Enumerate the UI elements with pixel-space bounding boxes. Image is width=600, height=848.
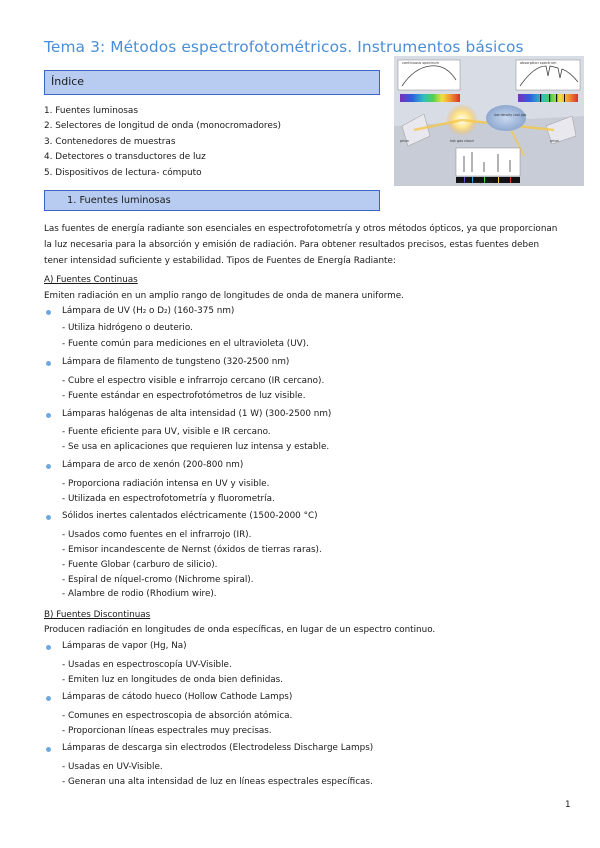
sub-item: - Proporciona radiación intensa en UV y visible.: [62, 479, 270, 489]
label-prism-right: prism: [550, 139, 559, 143]
section-b-description: Producen radiación en longitudes de onda específicas, en lugar de un espectro continuo.: [44, 625, 436, 635]
page-title: Tema 3: Métodos espectrofotométricos. Instrumentos básicos: [44, 38, 524, 56]
sub-item: - Fuente común para mediciones en el ultravioleta (UV).: [62, 339, 309, 349]
item-title: Lámparas de vapor (Hg, Na): [62, 641, 187, 651]
sub-item: - Usados como fuentes en el infrarrojo (IR).: [62, 530, 252, 540]
item-title: Sólidos inertes calentados eléctricamente (1500-2000 °C): [62, 511, 318, 521]
toc-item: 1. Fuentes luminosas: [44, 106, 138, 116]
label-emission: emission line spectrum: [458, 180, 493, 184]
list-item: [62, 641, 187, 651]
sub-item: - Alambre de rodio (Rhodium wire).: [62, 589, 217, 599]
index-header: [44, 70, 380, 95]
gas-cloud: [486, 105, 526, 131]
list-item: [62, 357, 289, 367]
table-of-contents: [44, 104, 281, 181]
label-continuous: continuous spectrum: [402, 61, 439, 65]
bullet-icon: [46, 310, 51, 315]
sub-item: - Emisor incandescente de Nernst (óxidos de tierras raras).: [62, 545, 322, 555]
bullet-icon: [46, 747, 51, 752]
intro-paragraph: Las fuentes de energía radiante son esenciales en espectrofotometría y otros métodos ópticos, ya que proporcionan la luz necesaria para la absorción y emisión de radiación. Para obtener resultados precisos, estas fuentes deben tener intensidad suficiente y estabilidad. Tipos de Fuentes de Energía Radiante:: [44, 224, 558, 266]
sub-item: - Usadas en UV-Visible.: [62, 762, 163, 772]
sub-item: - Cubre el espectro visible e infrarrojo cercano (IR cercano).: [62, 376, 325, 386]
sub-item: - Generan una alta intensidad de luz en líneas espectrales específicas.: [62, 777, 373, 787]
section-b-heading: B) Fuentes Discontinuas: [44, 610, 151, 620]
continuous-spectrum-strip: [400, 94, 460, 102]
label-absorption: absorption spectrum: [520, 61, 557, 65]
label-cool-gas: low density cool gas: [494, 113, 527, 117]
sub-item: - Se usa en aplicaciones que requieren luz intensa y estable.: [62, 442, 330, 452]
bullet-icon: [46, 413, 51, 418]
bullet-icon: [46, 361, 51, 366]
sub-item: - Utilizada en espectrofotometría y fluorometría.: [62, 494, 275, 504]
sub-item: - Fuente eficiente para UV, visible e IR cercano.: [62, 427, 271, 437]
list-item: [62, 743, 373, 753]
spectrum-figure: [394, 56, 584, 186]
list-item: [62, 409, 331, 419]
sub-item: - Fuente estándar en espectrofotómetros de luz visible.: [62, 391, 306, 401]
bullet-icon: [46, 696, 51, 701]
toc-item: 5. Dispositivos de lectura- cómputo: [44, 167, 202, 178]
bullet-icon: [46, 515, 51, 520]
toc-item: 3. Contenedores de muestras: [44, 136, 176, 147]
item-title: Lámparas halógenas de alta intensidad (1 W) (300-2500 nm): [62, 409, 332, 419]
section-header: [44, 190, 380, 211]
section-a-heading: A) Fuentes Continuas: [44, 275, 138, 285]
sub-item: - Utiliza hidrógeno o deuterio.: [62, 323, 193, 333]
toc-item: 2. Selectores de longitud de onda (monocromadores): [44, 121, 281, 132]
list-item: [62, 511, 318, 521]
bullet-icon: [46, 464, 51, 469]
index-label: Índice: [51, 75, 85, 88]
sub-item: - Proporcionan líneas espectrales muy precisas.: [62, 726, 272, 736]
section-title: 1. Fuentes luminosas: [67, 194, 171, 206]
item-title: Lámparas de descarga sin electrodos (Electrodeless Discharge Lamps): [62, 743, 374, 753]
item-title: Lámpara de UV (H₂ o D₂) (160-375 nm): [62, 306, 235, 316]
list-item: [62, 692, 292, 702]
bullet-icon: [46, 645, 51, 650]
list-item: [62, 306, 234, 316]
sub-item: - Comunes en espectroscopia de absorción atómica.: [62, 711, 293, 721]
item-title: Lámparas de cátodo hueco (Hollow Cathode Lamps): [62, 692, 293, 702]
item-title: Lámpara de filamento de tungsteno (320-2500 nm): [62, 357, 290, 367]
toc-item: 4. Detectores o transductores de luz: [44, 152, 206, 163]
label-prism-left: prism: [400, 139, 409, 143]
page-number: 1: [565, 800, 571, 810]
sub-item: - Emiten luz en longitudes de onda bien definidas.: [62, 675, 284, 685]
sub-item: - Fuente Globar (carburo de silicio).: [62, 560, 218, 570]
label-hot-gas: hot gas cloud: [450, 139, 474, 143]
section-a-description: Emiten radiación en un amplio rango de longitudes de onda de manera uniforme.: [44, 291, 404, 301]
item-title: Lámpara de arco de xenón (200-800 nm): [62, 460, 244, 470]
absorption-spectrum-strip: [518, 94, 578, 102]
sub-item: - Usadas en espectroscopía UV-Visible.: [62, 660, 232, 670]
sub-item: - Espiral de níquel-cromo (Nichrome spiral).: [62, 575, 254, 585]
list-item: [62, 460, 243, 470]
